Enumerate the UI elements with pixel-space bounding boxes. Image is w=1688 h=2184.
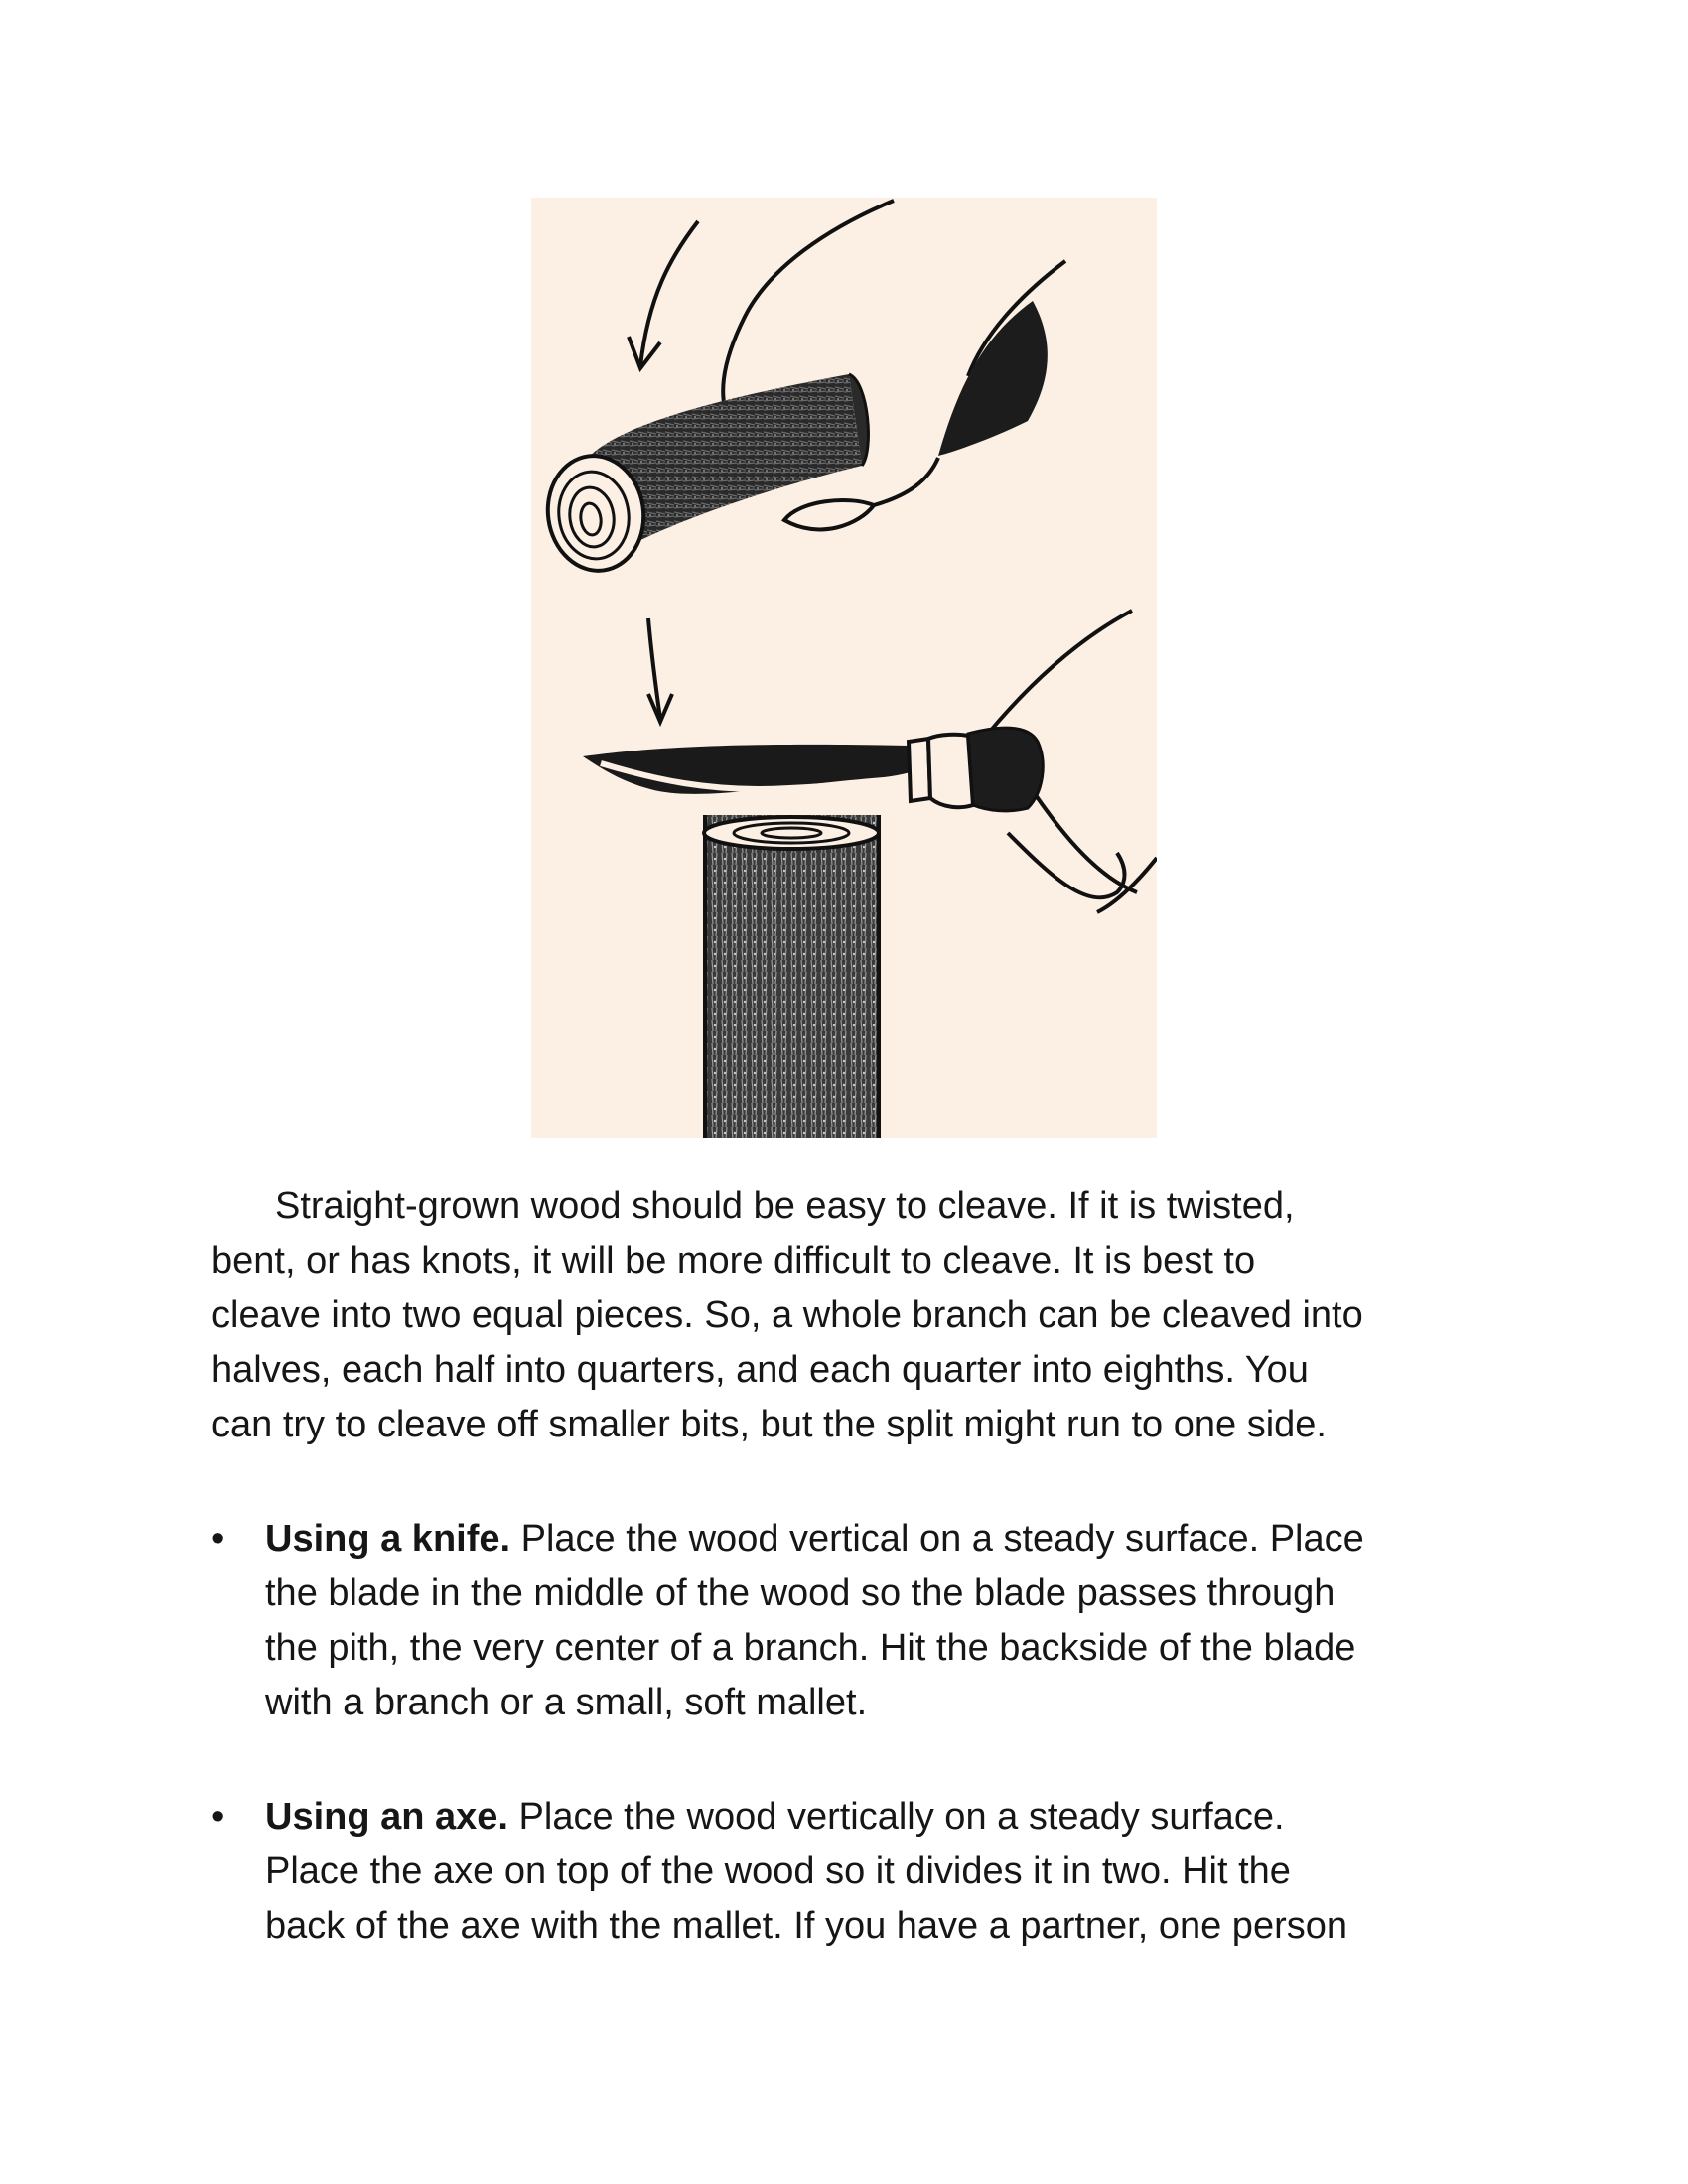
list-item-axe bbox=[211, 1790, 1502, 1954]
bullet-first-text: Place the wood vertical on a steady surface. Place bbox=[510, 1518, 1364, 1560]
intro-paragraph bbox=[211, 1179, 1502, 1452]
bullet-marker: • bbox=[211, 1796, 225, 1838]
bullet-line: the pith, the very center of a branch. Hit the backside of the blade bbox=[265, 1627, 1356, 1669]
intro-line: can try to cleave off smaller bits, but the split might run to one side. bbox=[211, 1404, 1327, 1445]
bullet-heading: Using a knife. bbox=[265, 1518, 511, 1560]
bullet-line: Place the axe on top of the wood so it divides it in two. Hit the bbox=[265, 1850, 1291, 1892]
bullet-marker: • bbox=[211, 1518, 225, 1560]
bullet-first-text: Place the wood vertically on a steady surface. bbox=[507, 1796, 1285, 1838]
bullet-heading: Using an axe. bbox=[265, 1796, 508, 1838]
cleaving-illustration bbox=[531, 198, 1157, 1138]
bullet-first-line bbox=[265, 1790, 1502, 1844]
bullet-first-line bbox=[265, 1512, 1502, 1567]
bullet-line: the blade in the middle of the wood so the blade passes through bbox=[265, 1572, 1336, 1614]
bullet-line: back of the axe with the mallet. If you have a partner, one person bbox=[265, 1905, 1347, 1947]
bullet-line: with a branch or a small, soft mallet. bbox=[265, 1682, 868, 1723]
arrow-icon bbox=[640, 221, 698, 366]
intro-line: halves, each half into quarters, and each quarter into eighths. You bbox=[211, 1349, 1309, 1391]
intro-line: cleave into two equal pieces. So, a whole branch can be cleaved into bbox=[211, 1295, 1363, 1336]
intro-line: bent, or has knots, it will be more difficult to cleave. It is best to bbox=[211, 1240, 1256, 1282]
intro-line: Straight-grown wood should be easy to cleave. If it is twisted, bbox=[275, 1185, 1295, 1227]
method-list bbox=[211, 1512, 1502, 2013]
cleaving-illustration-drawing bbox=[531, 198, 1157, 1138]
list-item-knife bbox=[211, 1512, 1502, 1730]
